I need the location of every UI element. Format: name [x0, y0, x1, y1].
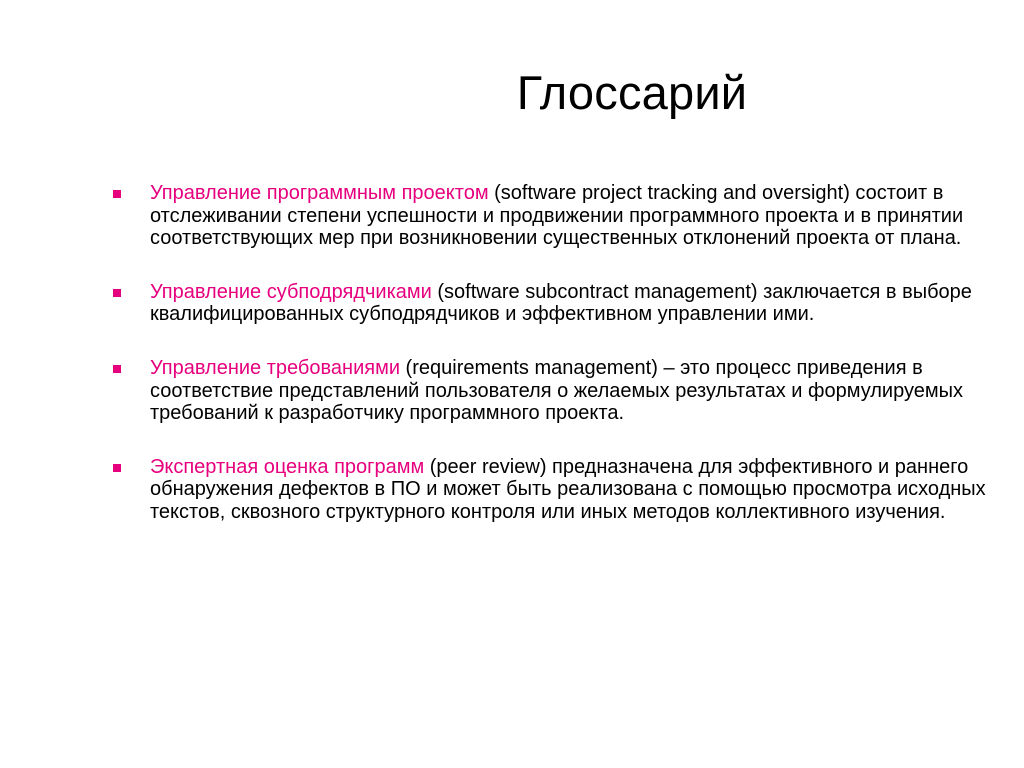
glossary-description: (software subcontract management) заключается в выборе квалифицированных субподрядчиков и эффективном управлении ими.	[150, 280, 972, 326]
square-bullet-icon	[113, 464, 121, 472]
glossary-term: Управление требованиями	[150, 356, 400, 379]
glossary-entry	[110, 281, 990, 326]
glossary-description: (software project tracking and oversight) состоит в отслеживании степени успешности и продвижении программного проекта и в принятии соответствующих мер при возникновении существенных отклонений проекта от плана.	[150, 182, 964, 250]
glossary-entry	[110, 182, 990, 250]
glossary-term: Управление субподрядчиками	[150, 280, 432, 303]
slide-title: Глоссарий	[516, 66, 748, 119]
glossary-description: (peer review) предназначена для эффективного и раннего обнаружения дефектов в ПО и может быть реализована с помощью просмотра исходных текстов, сквозного структурного контроля или иных методов коллективного изучения.	[150, 455, 986, 523]
glossary-term: Управление программным проектом	[150, 182, 489, 204]
square-bullet-icon	[113, 365, 121, 373]
glossary-description: (requirements management) – это процесс приведения в соответствие представлений пользователя о желаемых результатах и формулируемых требований к разработчику программного проекта.	[150, 356, 964, 425]
square-bullet-icon	[113, 289, 121, 297]
glossary-entry	[110, 456, 990, 524]
glossary-term: Экспертная оценка программ	[150, 455, 425, 478]
glossary-entry	[110, 357, 990, 425]
glossary-list	[110, 182, 990, 555]
square-bullet-icon	[113, 190, 121, 198]
